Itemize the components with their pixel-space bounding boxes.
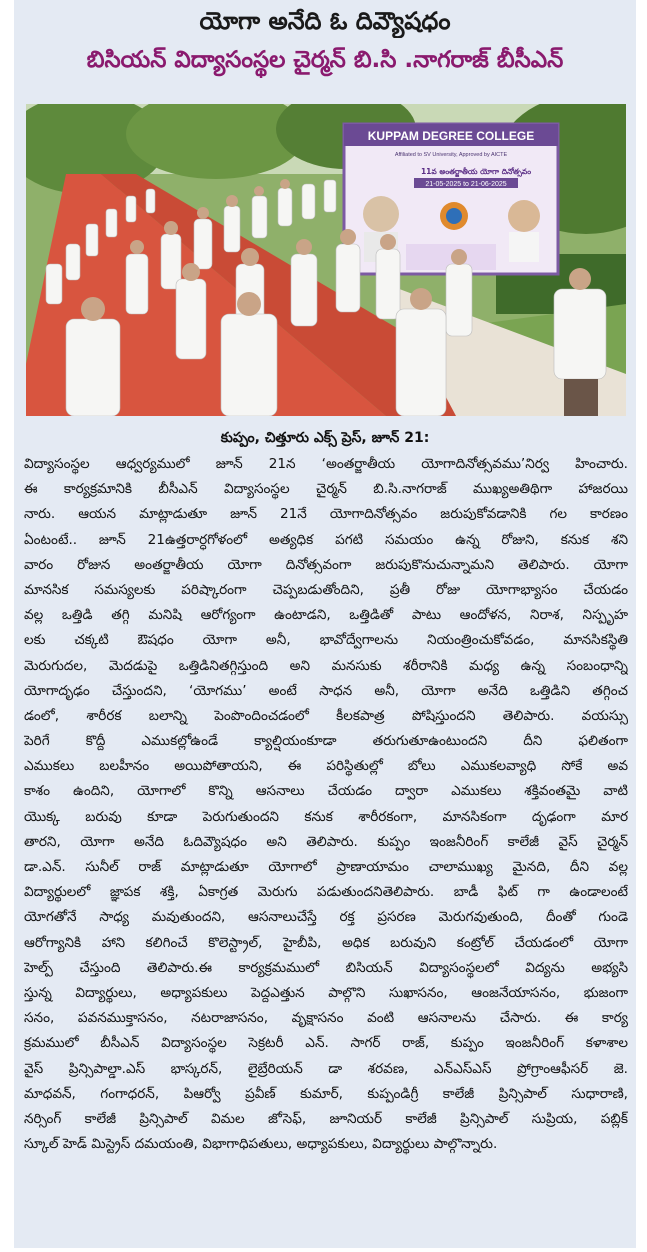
body-line: వల్ల ఒత్తిడి తగ్గి మనిషి ఆరోగ్యంగా ఉంటాడని, ఒత్తిడితో పాటు ఆందోళన, నిరాశ, నిస్పృహ [24,607,628,624]
banner-subtitle: Affiliated to SV University, Approved by AICTE [394,152,508,158]
headline: యోగా అనేది ఓ దివ్యౌషధం [199,7,451,35]
subheadline: బిసియన్ విద్యాసంస్థల చైర్మన్ బి.సి .నాగరాజ్ బీసీఎన్ [86,47,564,73]
body-line: ఈ కార్యక్రమానికి బీసీఎన్ విద్యాసంస్థల చైర్మన్ బి.సి.నాగరాజ్ ముఖ్యఅతిథిగా హాజరయి [24,481,628,498]
body-line: నర్సింగ్ కాలేజీ ప్రిన్సిపాల్ విమల జోసెఫ్, జూనియర్ కాలేజీ ప్రిన్సిపాల్ సుప్రియ, పబ్లిక్ [24,1110,628,1127]
body-line: డా.ఎన్. సునీల్ రాజ్ మాట్లాడుతూ యోగాలో ప్రాణాయామం చాలాముఖ్య మైనది, దీని వల్ల [24,859,628,875]
banner-event: 11వ అంతర్జాతీయ యోగా దినోత్సవం [420,167,532,176]
body-line: నారు. ఆయన మాట్లాడుతూ జూన్ 21నే యోగాదినోత్సవం జరుపుకోవడానికి గల కారణం [24,506,628,523]
college-banner [344,124,558,274]
yoga-event-photo [26,104,626,416]
body-line: పెరిగే కొద్దీ ఎముకల్లోఉండే క్యాల్షియంకూడా తరుగుతూఉంటుందని దీని ఫలితంగా [24,733,628,750]
body-line: స్కూల్ హెడ్ మిస్ట్రెస్ దమయంతి, విభాగాధిపతులు, అధ్యాపకులు, విద్యార్థులు పాల్గొన్నారు. [24,1136,498,1153]
body-line: వారం రోజున అంతర్జాతీయ యోగా దినోత్సవంగా జరుపుకొనుచున్నామని తెలిపారు. యోగా [24,556,628,573]
body-line: స్తున్న విద్యార్థులు, అధ్యాపకులు పెద్దఎత్తున పాల్గొని సుఖాసనం, ఆంజనేయాసనం, భుజంగా [24,984,628,1001]
body-line: డంలో, శారీరక బలాన్ని పెంపొందించడంలో కీలకపాత్ర పోషిస్తుందని తెలిపారు. వయస్సు [24,707,628,724]
body-line: మాధవన్, గంగాధరన్, పిఆర్వో ప్రవీణ్ కుమార్, కుప్పండిగ్రీ కాలేజీ ప్రిన్సిపాల్ సుధారాణి, [24,1085,628,1102]
body-line: ఆరోగ్యానికి హాని కలిగించే కొలెస్ట్రాల్, హైబీపి, అధిక బరువుని కంట్రోల్ చేయడంలో యోగా [24,934,628,951]
body-line: క్రమములో బీసీఎన్ విద్యాసంస్థల సెక్రటరీ ఎన్. సాగర్ రాజ్, కుప్పం ఇంజనీరింగ్ కళాశాల [24,1035,628,1052]
body-line: విద్యార్థులలో జ్ఞాపక శక్తి, ఏకాగ్రత మెరుగు పడుతుందనితెలిపారు. బాడీ ఫిట్ గా ఉండాలంటే [24,884,628,901]
body-line: మెరుగుదల, మెదడుపై ఒత్తిడినితగ్గిస్తుంది అని మనసుకు శరీరానికి మధ్య ఉన్న సంబంధాన్ని [24,657,628,674]
newspaper-clipping [14,0,636,1248]
body-line: మానసిక సమస్యలకు పరిష్కారంగా చెప్పబడుతోందిని, ప్రతీ రోజు యోగాభ్యాసం చేయడం [24,581,628,598]
body-line: యోగతోనే సాధ్య మవుతుందని, ఆసనాలుచేస్తే రక్త ప్రసరణ మెరుగవుతుంది, దీంతో గుండె [24,909,628,926]
body-line: సనం, పవనముక్తాసనం, నటరాజాసనం, వృక్షాసనం వంటి ఆసనాలను చేసారు. ఈ కార్య [24,1010,628,1027]
body-line: హెల్ప్ చేస్తుంది తెలిపారు.ఈ కార్యక్రమములో బిసియన్ విద్యాసంస్థలలో విద్యను అభ్యసి [24,959,628,976]
article-body [24,452,628,1242]
body-line: వైస్ ప్రిన్సిపాల్డా.ఎస్ భాస్కరన్, లైబ్రేరియన్ డా శరవణ, ఎన్ఎస్ఎస్ ప్రోగ్రాంఆఫీసర్ జె. [24,1060,628,1077]
body-line: ఏంటంటే.. జూన్ 21ఉత్తరార్ధగోళంలో అత్యధిక పగటి సమయం ఉన్న రోజుని, కనుక శని [24,531,628,548]
dateline: కుప్పం, చిత్తూరు ఎక్స్ ప్రెస్, జూన్ 21: [220,430,430,446]
photo-illustration [26,104,626,416]
banner-dates: 21-05-2025 to 21-06-2025 [425,181,507,188]
body-line: తారని, యోగా అనేది ఓదివ్యౌషధం అని తెలిపారు. కుప్పం ఇంజనీరింగ్ కాలేజీ వైస్ చైర్మన్ [24,833,628,850]
body-line: కాశం ఉందిని, యోగాలో కొన్ని ఆసనాలు చేయడం ద్వారా ఎముకలు శక్తివంతమై వాటి [24,783,628,800]
body-line: ఎముకలు బలహీనం అయిపోతాయని, ఈ పరిస్థితుల్లో బోలు ఎముకలవ్యాధి సోకే అవ [24,758,628,775]
body-line: విద్యాసంస్థల ఆధ్వర్యములో జూన్ 21న ‘అంతర్జాతీయ యోగాదినోత్సవము’నిర్వ హించారు. [24,456,628,472]
body-line: లకు చక్కటి ఔషధం యోగా అనీ, భావోద్వేగాలను నియంత్రించుకోవడం, మానసికస్థితి [24,632,628,649]
banner-title: KUPPAM DEGREE COLLEGE [367,129,535,143]
body-line: యోగాదృఢం చేస్తుందని, ‘యోగము’ అంటే సాధన అనీ, యోగా అనేది ఒత్తిడిని తగ్గించ [24,682,628,699]
body-line: యొక్క బరువు కూడా పెరుగుతుందని కనుక శారీరకంగా, మానసికంగా దృఢంగా మార [24,808,628,825]
